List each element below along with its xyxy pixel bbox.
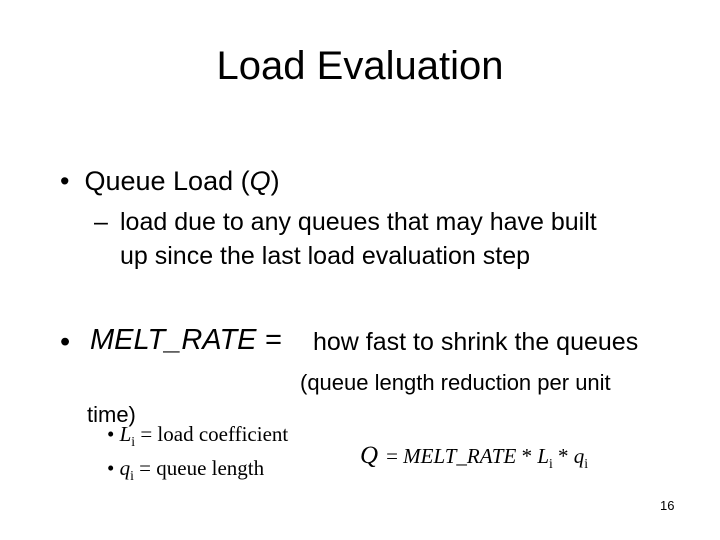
list-desc: = load coefficient	[140, 422, 289, 446]
slide-title: Load Evaluation	[216, 44, 504, 88]
formula-var-2: q	[573, 444, 585, 468]
formula-sub-1: i	[549, 455, 553, 471]
list-subscript: i	[131, 433, 136, 449]
formula-equals: =	[386, 444, 404, 468]
queue-load-formula	[360, 442, 588, 470]
page-number: 16	[660, 498, 675, 513]
sub-bullet-line-1: load due to any queues that may have built	[120, 208, 597, 236]
formula-op-1: *	[516, 444, 538, 468]
list-bullet: •	[107, 456, 115, 480]
bullet-var-q: Q	[249, 166, 271, 196]
list-desc: = queue length	[139, 456, 265, 480]
list-bullet: •	[107, 422, 115, 446]
formula-op-2: *	[552, 444, 574, 468]
bullet-marker: •	[60, 166, 70, 196]
formula-var-1: L	[537, 444, 549, 468]
list-item-queue-length	[107, 456, 264, 481]
list-var: q	[119, 456, 131, 480]
sub-bullet-dash: –	[94, 208, 108, 236]
formula-term: MELT_RATE	[403, 444, 517, 468]
melt-rate-term: MELT_RATE =	[90, 324, 282, 356]
bullet-queue-load	[60, 166, 280, 197]
list-var: L	[119, 422, 132, 446]
bullet-text-before: Queue Load (	[84, 166, 250, 196]
melt-rate-note-line-2: time)	[87, 402, 136, 427]
melt-rate-definition: how fast to shrink the queues	[313, 328, 639, 356]
sub-bullet-line-2: up since the last load evaluation step	[120, 242, 530, 270]
list-item-load-coefficient	[107, 422, 288, 447]
bullet-marker-2: •	[60, 326, 71, 358]
bullet-text-after: )	[270, 166, 280, 196]
list-subscript: i	[130, 467, 134, 483]
formula-lhs: Q	[360, 442, 379, 469]
formula-sub-2: i	[584, 455, 589, 471]
melt-rate-note-line-1: (queue length reduction per unit	[300, 370, 611, 395]
